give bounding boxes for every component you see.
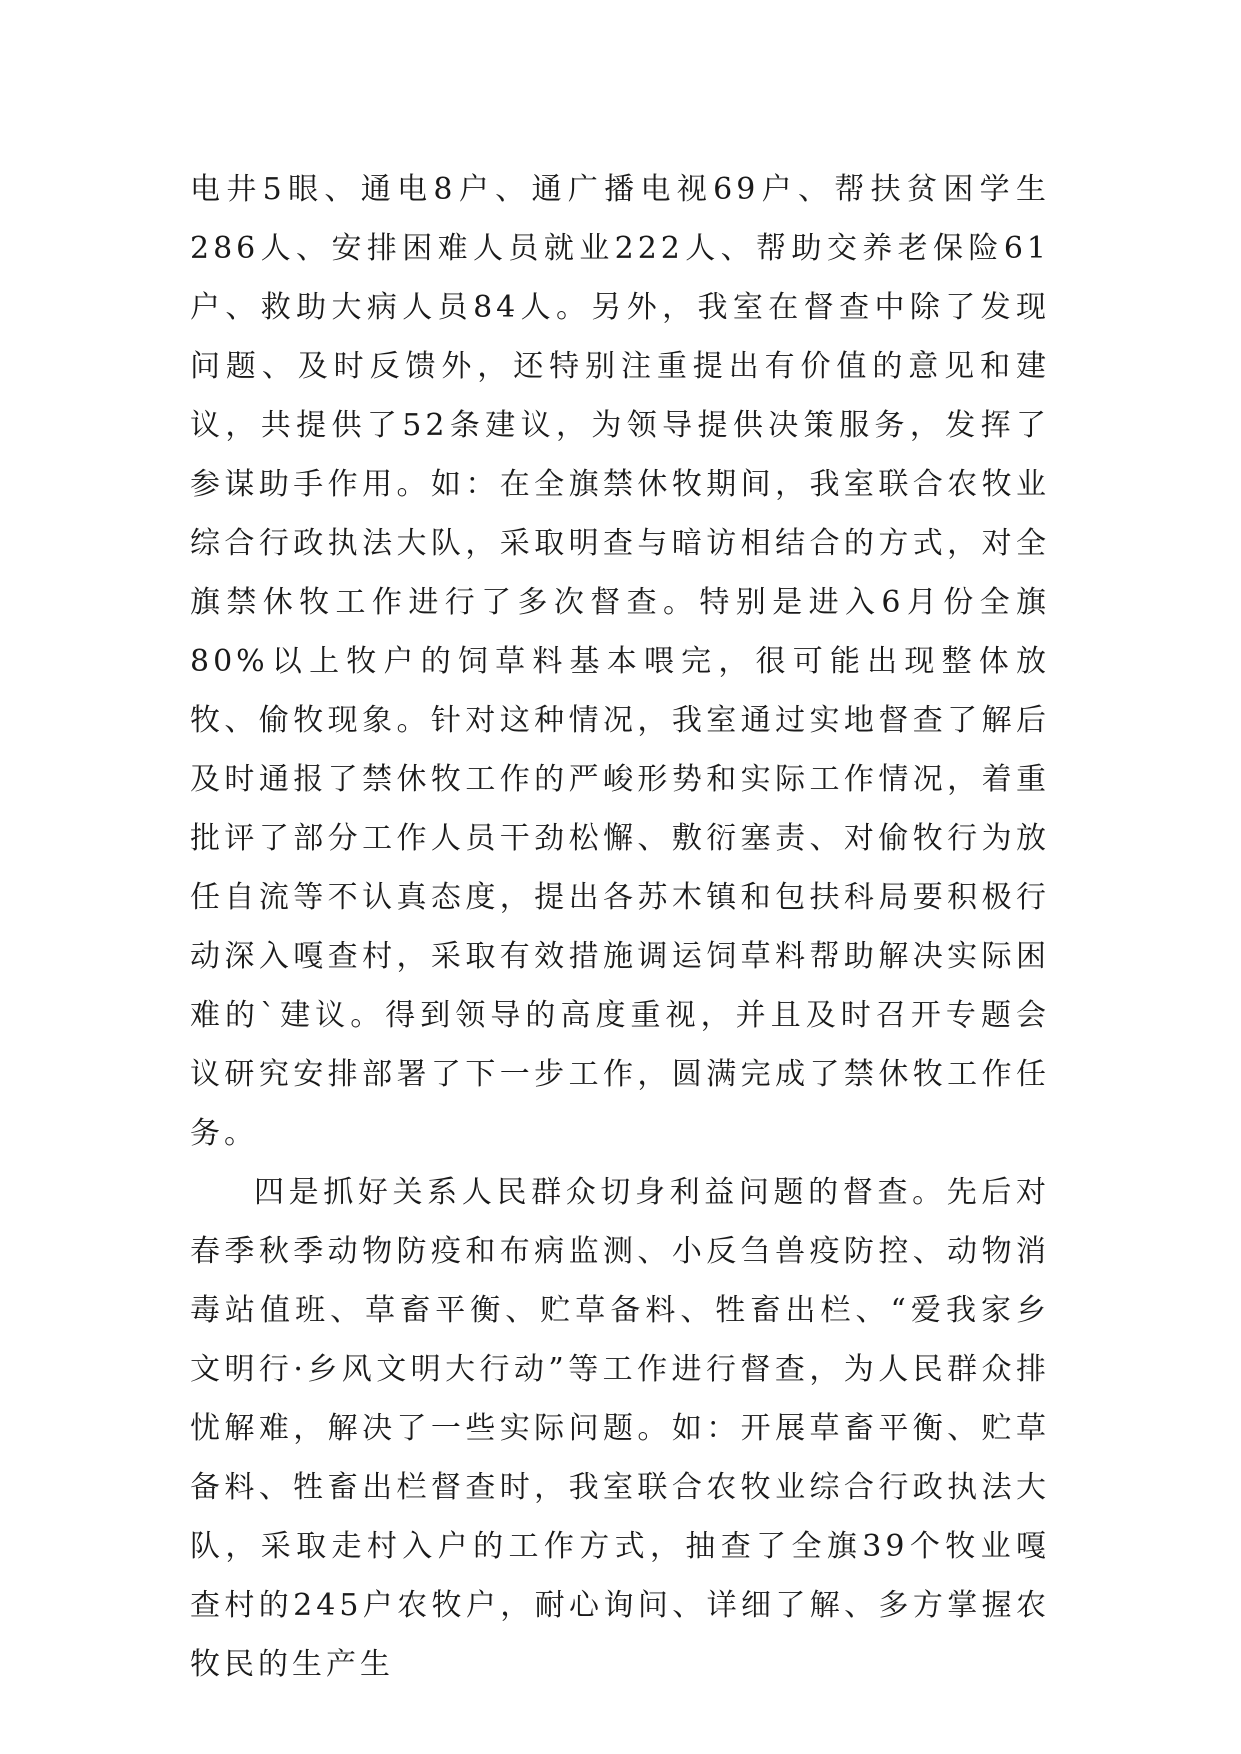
paragraph-continuation: 电井5眼、通电8户、通广播电视69户、帮扶贫困学生286人、安排困难人员就业222人、帮助交养老保险61户、救助大病人员84人。另外，我室在督查中除了发现问题、及时反馈外，还特别注重提出有价值的意见和建议，共提供了52条建议，为领导提供决策服务，发挥了参谋助手作用。如：在全旗禁休牧期间，我室联合农牧业综合行政执法大队，采取明查与暗访相结合的方式，对全旗禁休牧工作进行了多次督查。特别是进入6月份全旗80%以上牧户的饲草料基本喂完，很可能出现整体放牧、偷牧现象。针对这种情况，我室通过实地督查了解后及时通报了禁休牧工作的严峻形势和实际工作情况，着重批评了部分工作人员干劲松懈、敷衍塞责、对偷牧行为放任自流等不认真态度，提出各苏木镇和包扶科局要积极行动深入嘎查村，采取有效措施调运饲草料帮助解决实际困难的`建议。得到领导的高度重视，并且及时召开专题会议研究安排部署了下一步工作，圆满完成了禁休牧工作任务。 <box>190 172 1050 1151</box>
paragraph-item-four: 四是抓好关系人民群众切身利益问题的督查。先后对春季秋季动物防疫和布病监测、小反刍兽疫防控、动物消毒站值班、草畜平衡、贮草备料、牲畜出栏、“爱我家乡文明行·乡风文明大行动”等工作进行督查，为人民群众排忧解难，解决了一些实际问题。如：开展草畜平衡、贮草备料、牲畜出栏督查时，我室联合农牧业综合行政执法大队，采取走村入户的工作方式，抽查了全旗39个牧业嘎查村的245户农牧户，耐心询问、详细了解、多方掌握农牧民的生产生 <box>190 1175 1050 1682</box>
document-body <box>190 160 1050 1694</box>
